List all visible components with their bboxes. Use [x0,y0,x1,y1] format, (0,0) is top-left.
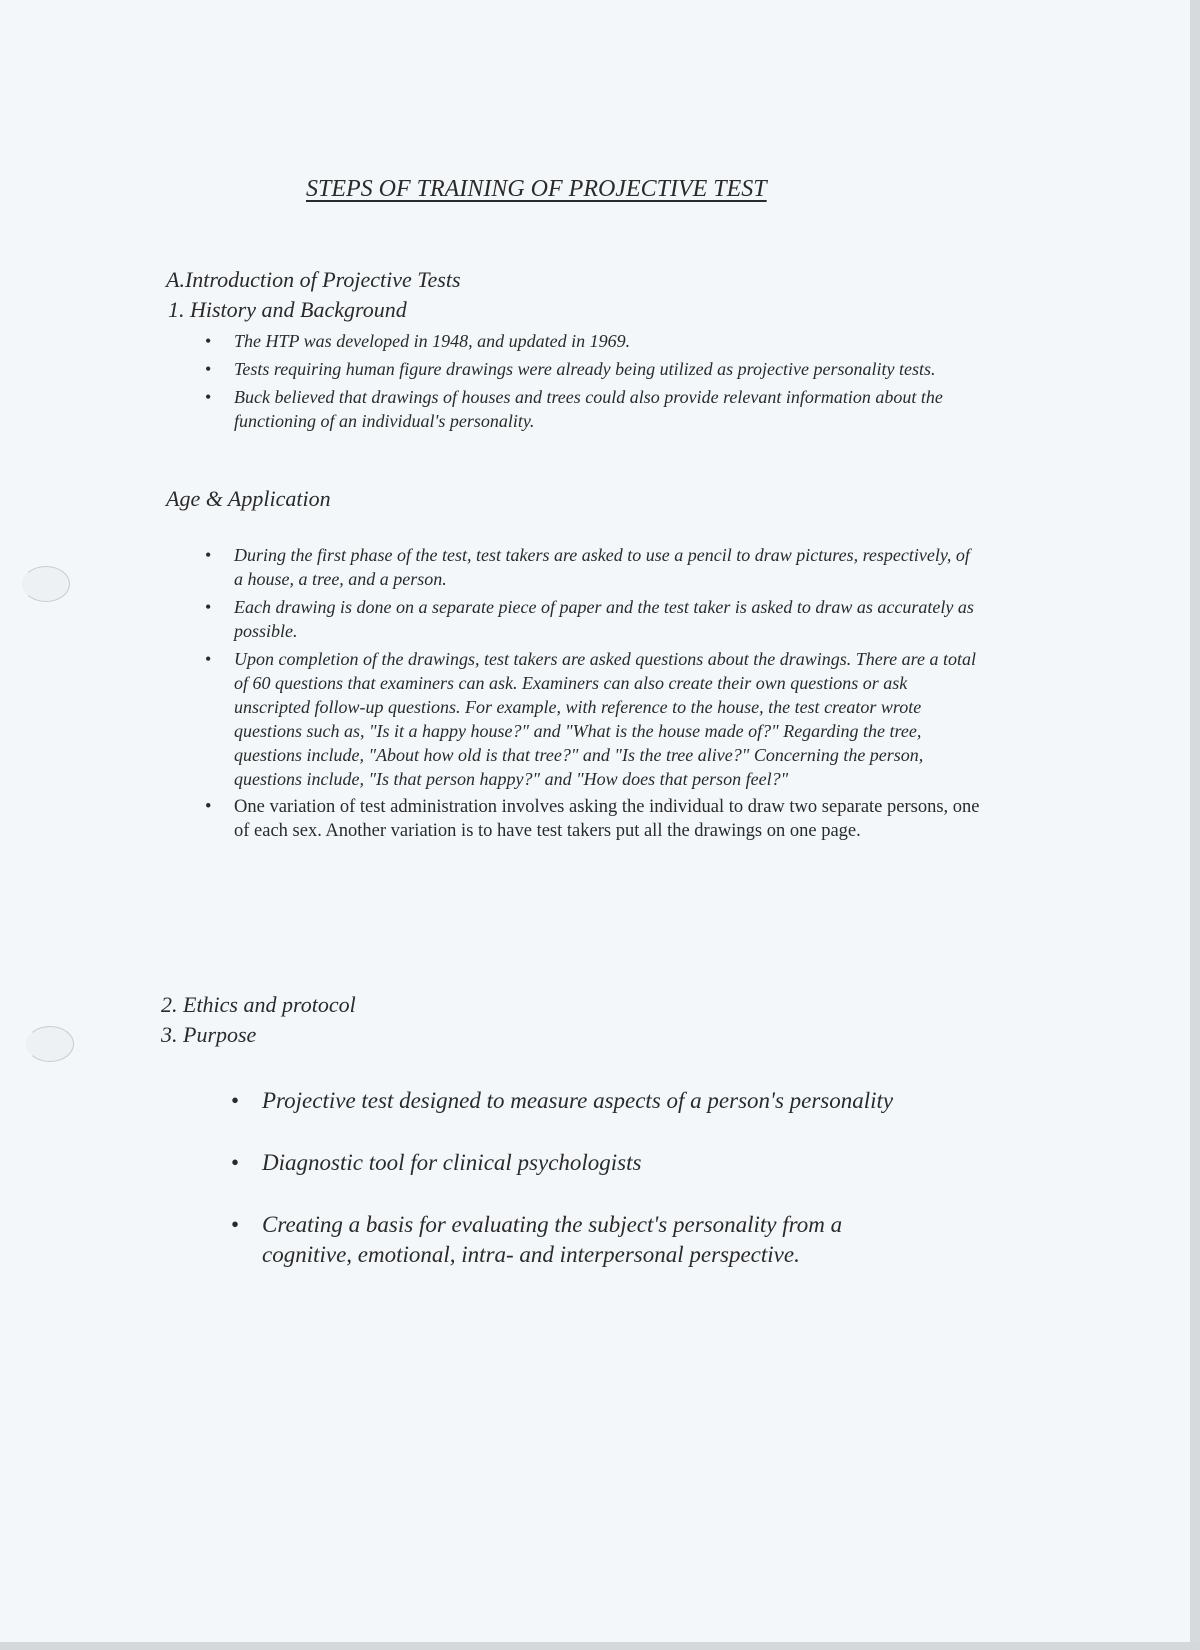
bullet-icon: • [205,331,212,351]
bullet-icon: • [205,387,212,407]
list-item [205,647,980,791]
list-item-text: Each drawing is done on a separate piece of paper and the test taker is asked to draw as accurately as possible. [234,597,974,641]
list-item-text: Upon completion of the drawings, test takers are asked questions about the drawings. There are a total of 60 questions that examiners can ask. Examiners can also create their own questions or ask unscripted follow-up questions. For example, with reference to the house, the test creator wrote questions such as, "Is it a happy house?" and "What is the house made of?" Regarding the tree, questions include, "About how old is that tree?" and "Is the tree alive?" Concerning the person, questions include, "Is that person happy?" and "How does that person feel?" [234,649,976,789]
history-heading: 1. History and Background [168,297,407,322]
bullet-icon: • [205,649,212,669]
purpose-list [231,1086,931,1270]
bullet-icon: • [205,797,212,817]
section-a-heading: A.Introduction of Projective Tests [166,267,461,292]
bullet-icon: • [205,359,212,379]
page-edge-right [1190,0,1200,1650]
list-item-text: Projective test designed to measure aspects of a person's personality [262,1088,894,1113]
list-item [205,385,995,433]
list-item [231,1086,931,1116]
bullet-icon: • [231,1150,240,1175]
bullet-icon: • [231,1088,240,1113]
bullet-icon: • [205,545,212,565]
list-item [205,543,980,591]
list-item-text: During the first phase of the test, test takers are asked to use a pencil to draw pictures, respectively, of a house, a tree, and a person. [234,545,970,589]
punch-hole-lower [26,1026,74,1062]
bullet-icon: • [205,597,212,617]
list-item-text: Diagnostic tool for clinical psychologists [262,1150,642,1175]
list-item [205,329,995,353]
bullet-icon: • [231,1212,240,1237]
age-application-heading: Age & Application [166,486,331,511]
purpose-heading: 3. Purpose [161,1022,257,1047]
ethics-heading: 2. Ethics and protocol [161,992,356,1017]
list-item-text: Buck believed that drawings of houses and trees could also provide relevant information about the functioning of an individual's personality. [234,387,943,431]
list-item-text: Tests requiring human figure drawings were already being utilized as projective personality tests. [234,359,936,379]
document-title: STEPS OF TRAINING OF PROJECTIVE TEST [306,176,767,202]
list-item-text: The HTP was developed in 1948, and updated in 1969. [234,331,631,351]
list-item [231,1148,931,1178]
list-item [205,595,980,643]
page-edge-bottom [0,1642,1200,1650]
list-item [205,795,980,843]
punch-hole-upper [22,566,70,602]
history-list [205,329,995,437]
list-item [231,1210,931,1270]
age-application-list [205,543,980,847]
list-item [205,357,995,381]
list-item-text: One variation of test administration involves asking the individual to draw two separate persons, one of each sex. Another variation is to have test takers put all the drawings on one page. [234,797,980,841]
list-item-text: Creating a basis for evaluating the subject's personality from a cognitive, emotional, intra- and interpersonal perspective. [262,1212,843,1267]
